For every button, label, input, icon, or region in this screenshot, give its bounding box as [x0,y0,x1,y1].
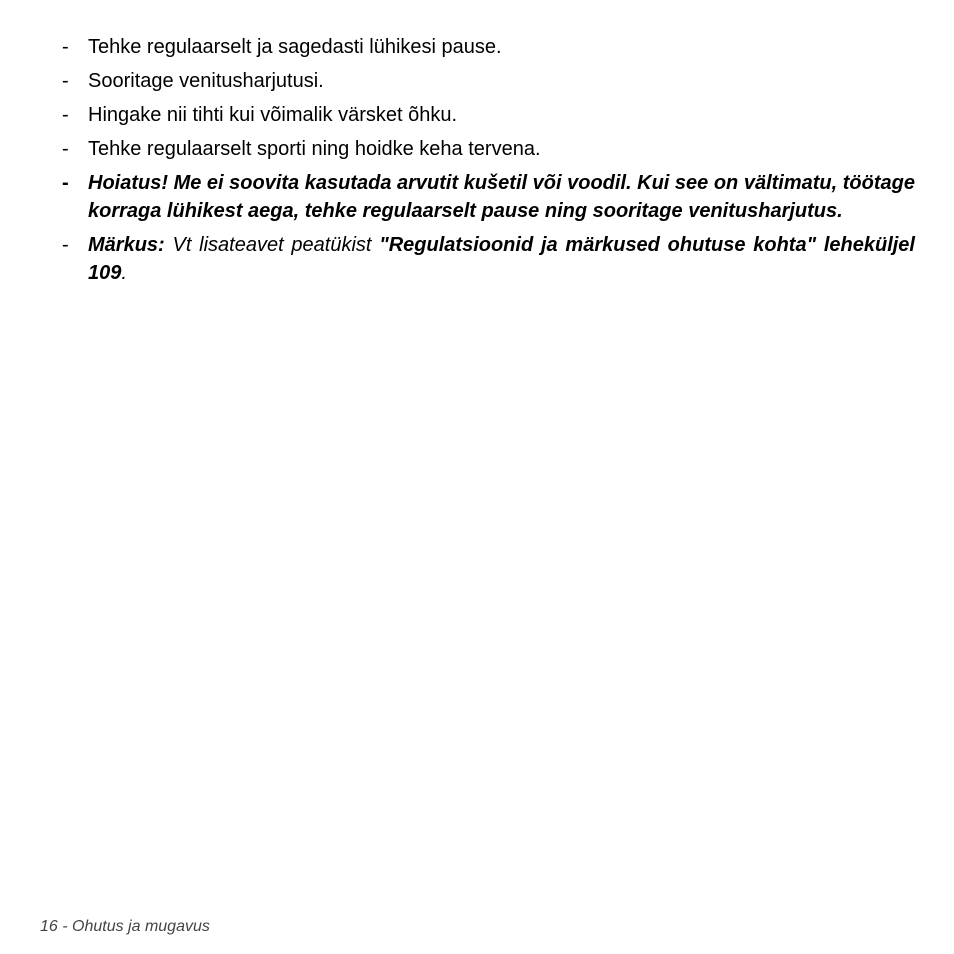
bullet-dash: - [62,36,69,58]
list-item [62,101,915,129]
note-text [88,231,915,287]
warning-text: Hoiatus! Me ei soovita kasutada arvutit kušetil või voodil. Kui see on vältimatu, töötage korraga lühikest aega, tehke regulaarselt pause ning sooritage venitusharjutus. [88,172,915,222]
list-item-text: Sooritage venitusharjutusi. [88,70,324,92]
bullet-dash: - [62,70,69,92]
bullet-dash: - [62,172,69,194]
note-reference-link[interactable]: "Regulatsioonid ja märkused ohutuse kohta" leheküljel 109 [88,234,915,284]
list-item [62,135,915,163]
note-pre: Vt lisateavet peatükist [164,234,380,256]
list-item-text: Tehke regulaarselt ja sagedasti lühikesi pause. [88,36,502,58]
bullet-dash: - [62,234,69,256]
note-item [62,231,915,287]
list-item [62,67,915,95]
tips-list [62,33,915,293]
bullet-dash: - [62,104,69,126]
list-item-text: Hingake nii tihti kui võimalik värsket õhku. [88,104,458,126]
bullet-dash: - [62,138,69,160]
list-item [62,33,915,61]
note-label: Märkus: [88,234,165,256]
list-item-text: Tehke regulaarselt sporti ning hoidke keha tervena. [88,138,541,160]
warning-item [62,169,915,225]
note-post: . [121,262,127,284]
page-footer: 16 - Ohutus ja mugavus [40,918,210,935]
